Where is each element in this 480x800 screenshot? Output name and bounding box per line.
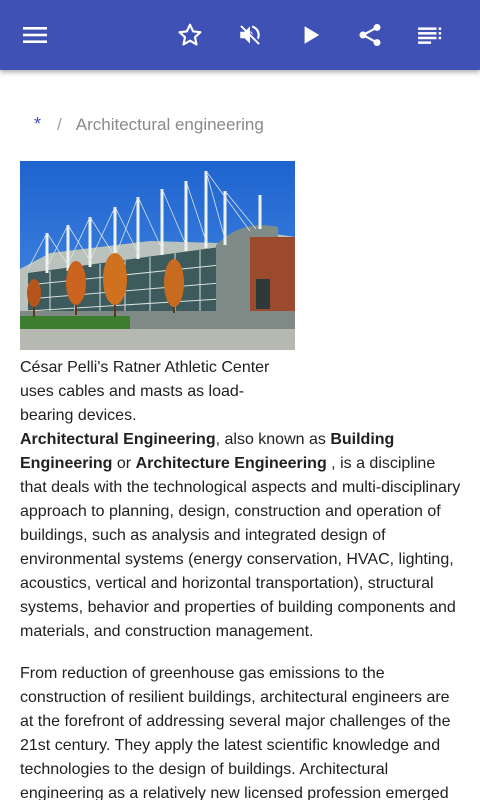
share-button[interactable] xyxy=(346,11,394,59)
image-caption: César Pelli's Ratner Athletic Center uses cables and masts as load-bearing devices. xyxy=(20,359,270,424)
article-image[interactable] xyxy=(20,161,295,350)
play-button[interactable] xyxy=(287,11,335,59)
share-icon xyxy=(357,22,383,48)
menu-button[interactable] xyxy=(11,11,59,59)
contents-button[interactable] xyxy=(406,11,454,59)
text-segment: , also known as xyxy=(215,431,331,448)
breadcrumb-root-link[interactable]: * xyxy=(34,114,42,134)
breadcrumb-current: Architectural engineering xyxy=(75,115,264,134)
hamburger-menu-icon xyxy=(23,23,47,47)
star-outline-icon xyxy=(177,22,203,48)
breadcrumb-separator: / xyxy=(57,115,62,134)
term-architectural-engineering: Architectural Engineering xyxy=(20,431,216,448)
breadcrumb xyxy=(34,114,264,135)
table-of-contents-icon xyxy=(417,22,443,48)
building-photo xyxy=(20,161,295,350)
text-segment: , is a discipline that deals with the technological aspects and multi-disciplinary approach to planning, design, construction and operation of buildings, such as analysis and integrated design of environmental systems (energy conservation, HVAC, lighting, acoustics, vertical and horizontal transportation), structural systems, behavior and properties of building components and materials, and construction management. xyxy=(20,455,461,640)
mute-button[interactable] xyxy=(226,11,274,59)
article-paragraph: From reduction of greenhouse gas emissions to the construction of resilient buildings, architectural engineers are at the forefront of addressing several major challenges of the 21st century. They apply the latest scientific knowledge and technologies to the design of buildings. Architectural engineering as a relatively new licensed profession emerged xyxy=(20,665,451,800)
article-paragraph xyxy=(20,428,466,644)
app-toolbar xyxy=(0,0,480,70)
text-segment: or xyxy=(112,455,136,472)
term-building-engineering: Building Engineering xyxy=(20,431,395,472)
play-icon xyxy=(300,24,322,46)
favorite-button[interactable] xyxy=(166,11,214,59)
term-architecture-engineering: Architecture Engineering xyxy=(135,455,327,472)
article-content[interactable] xyxy=(0,70,480,800)
article-body xyxy=(20,428,466,800)
volume-off-icon xyxy=(237,22,263,48)
